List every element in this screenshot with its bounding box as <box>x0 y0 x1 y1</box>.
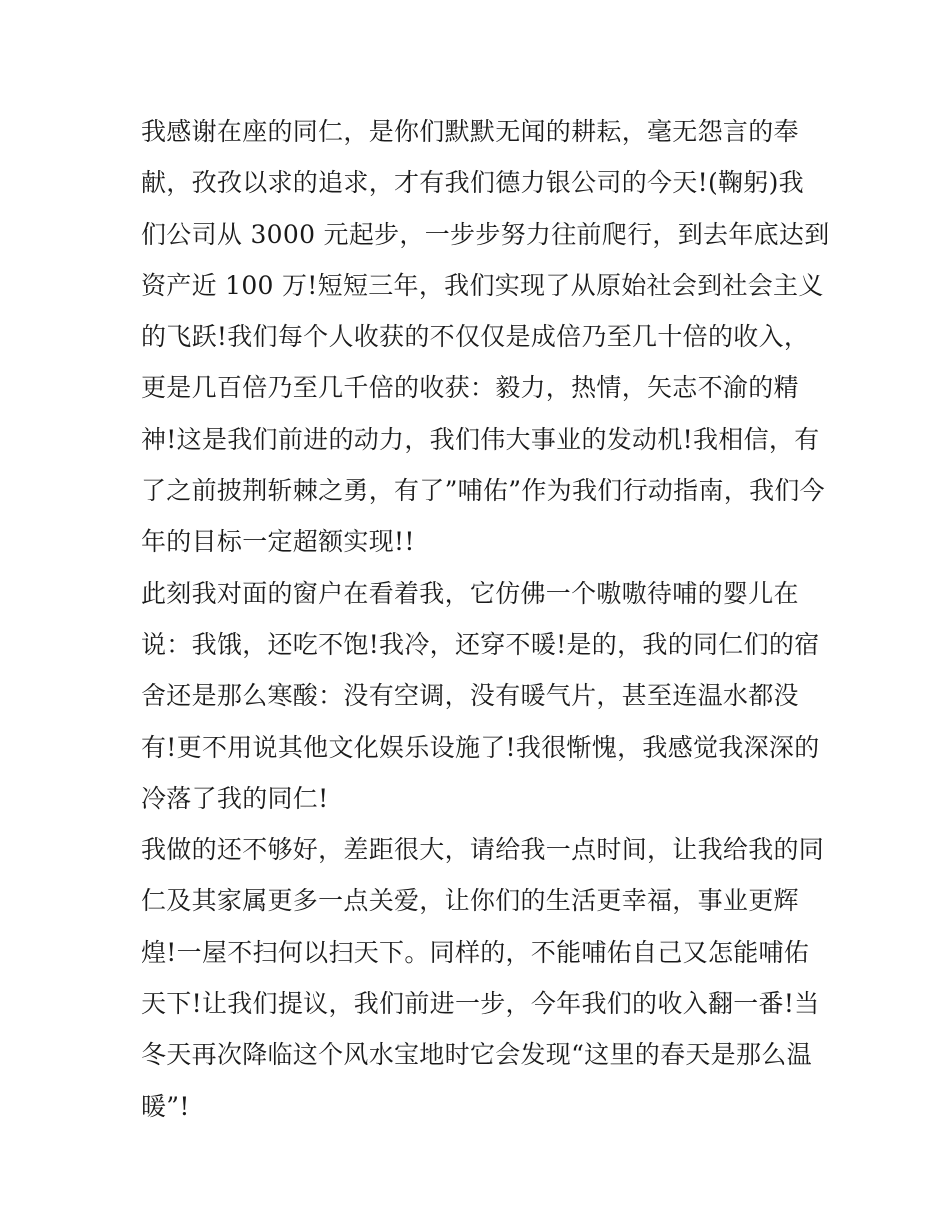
text-line: 冷落了我的同仁! <box>141 783 329 813</box>
text-line: 煌!一屋不扫何以扫天下。同样的，不能哺佑自己又怎能哺佑 <box>141 937 810 967</box>
text-line: 我做的还不够好，差距很大，请给我一点时间，让我给我的同 <box>141 835 825 865</box>
text-line: 冬天再次降临这个风水宝地时它会发现“这里的春天是那么温 <box>141 1040 812 1070</box>
text-line: 神!这是我们前进的动力，我们伟大事业的发动机!我相信，有 <box>141 424 820 454</box>
text-line: 年的目标一定超额实现!! <box>141 527 415 557</box>
text-line: 此刻我对面的窗户在看着我，它仿佛一个嗷嗷待哺的婴儿在 <box>141 578 799 608</box>
text-line: 舍还是那么寒酸：没有空调，没有暖气片，甚至连温水都没 <box>141 681 799 711</box>
text-line: 有!更不用说其他文化娱乐设施了!我很惭愧，我感觉我深深的 <box>141 732 820 762</box>
text-line: 我感谢在座的同仁，是你们默默无闻的耕耘，毫无怨言的奉 <box>141 117 799 146</box>
text-line: 了之前披荆斩棘之勇，有了”哺佑”作为我们行动指南，我们今 <box>141 476 825 506</box>
text-line: 更是几百倍乃至几千倍的收获：毅力，热情，矢志不渝的精 <box>141 373 799 403</box>
text-line: 说：我饿，还吃不饱!我冷，还穿不暖!是的，我的同仁们的宿 <box>141 629 820 659</box>
text-line: 仁及其家属更多一点关爱，让你们的生活更幸福，事业更辉 <box>141 886 799 916</box>
document-body <box>141 106 830 1132</box>
text-line: 们公司从 3000 元起步，一步步努力往前爬行，到去年底达到 <box>141 219 830 249</box>
text-line: 资产近 100 万!短短三年，我们实现了从原始社会到社会主义 <box>141 270 824 300</box>
text-line: 暖”! <box>141 1091 190 1121</box>
text-line: 的飞跃!我们每个人收获的不仅仅是成倍乃至几十倍的收入， <box>141 322 810 352</box>
text-line: 天下!让我们提议，我们前进一步，今年我们的收入翻一番!当 <box>141 989 820 1019</box>
text-line: 献，孜孜以求的追求，才有我们德力银公司的今天!(鞠躬)我 <box>141 168 804 198</box>
